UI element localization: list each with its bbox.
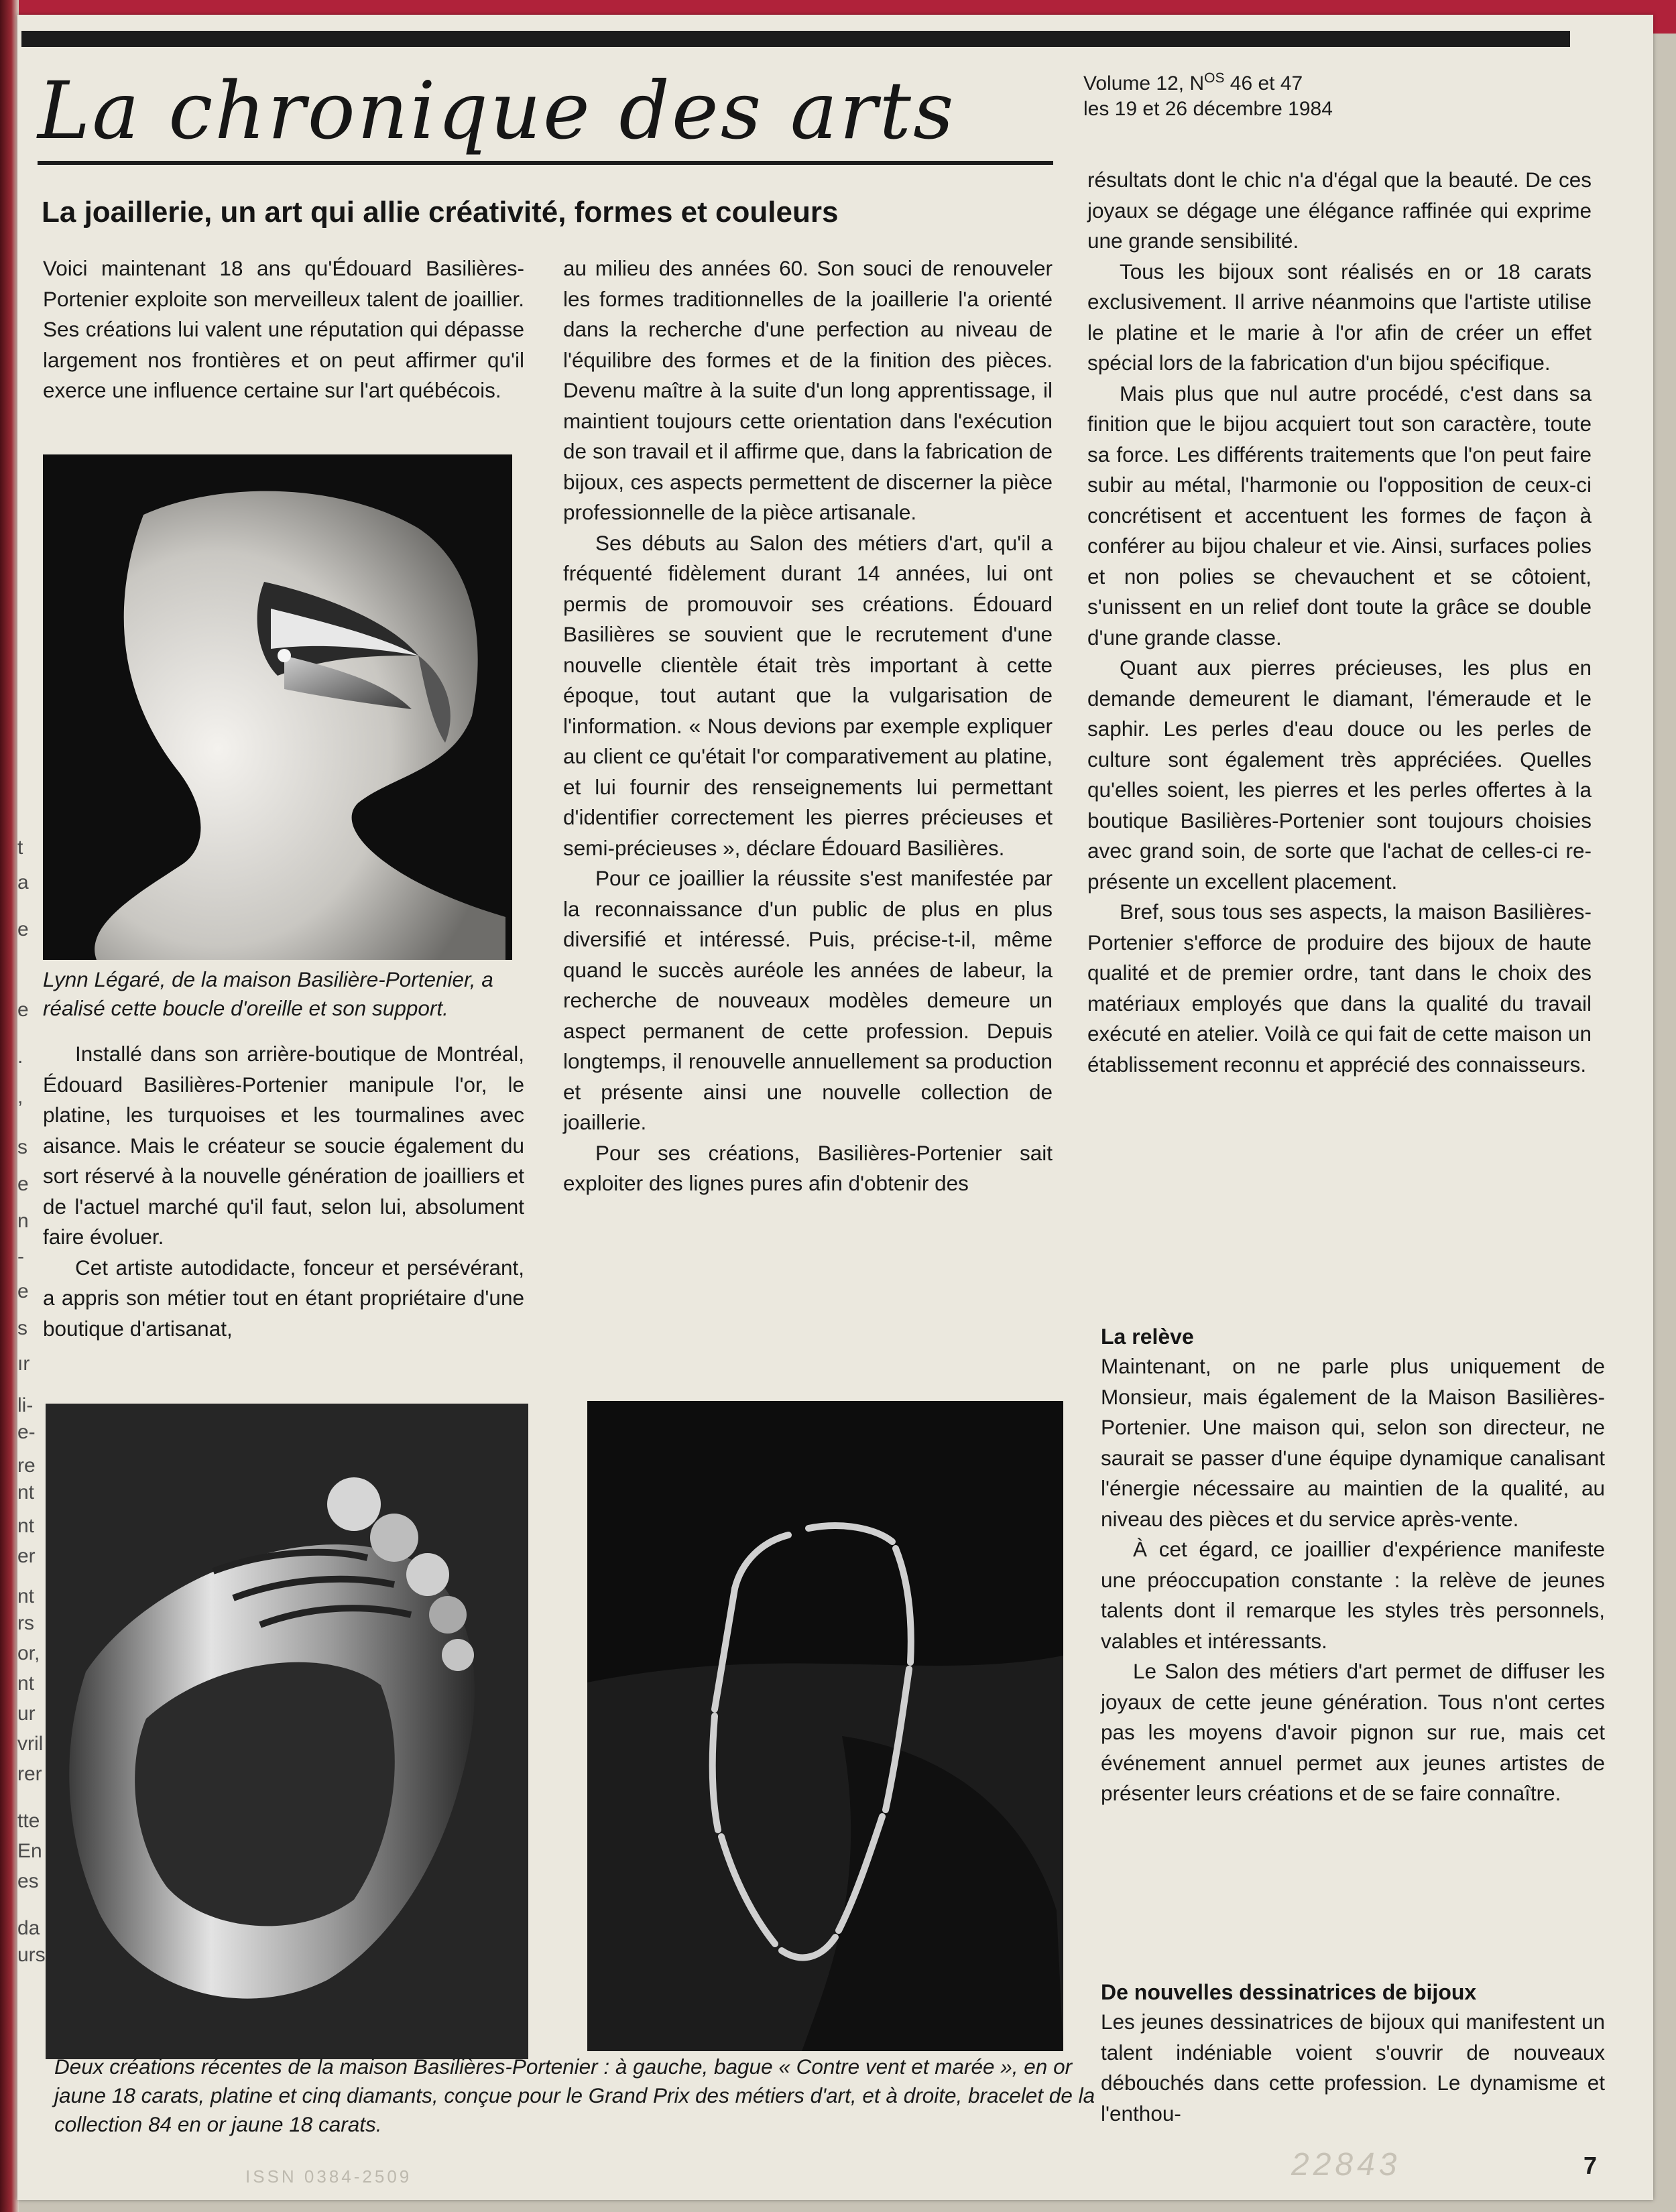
paragraph: résultats dont le chic n'a d'égal que la beauté. De ces joyaux se dégage une élégance raffinée qui exprime une grande sensibilité.	[1087, 168, 1592, 253]
faint-stamp: 22843	[1291, 2147, 1401, 2183]
paragraph: Voici maintenant 18 ans qu'Édouard Basilières-Portenier exploite son merveilleux talent de joaillier. Ses créations lui valent une réputation qui dépasse largement nos frontières et on peut affirmer qu'il exerce une influence certaine sur l'art québécois.	[43, 256, 524, 402]
facing-page-letter: e	[17, 999, 29, 1021]
facing-page-letter: e	[17, 1280, 29, 1302]
facing-page-letter: vril	[17, 1733, 44, 1755]
facing-page-letter: ur	[17, 1703, 36, 1725]
paragraph: Maintenant, on ne parle plus uniquement de Monsieur, mais également de la Maison Basilières-Portenier. Une maison qui, selon son directeur, ne saurait se passer d'une équipe dynamique canalisant l'énergie nécessaire au maintien de la qualité, au niveau des pièces et du service après-vente.	[1101, 1354, 1605, 1531]
paragraph: Cet artiste autodidacte, fonceur et persévérant, a appris son métier tout en étant propriétaire d'une boutique d'artisanat,	[43, 1255, 524, 1341]
bracelet-photo	[587, 1401, 1063, 2051]
magazine-page	[17, 15, 1653, 2200]
column-3-dessinatrices	[1101, 1977, 1605, 2129]
facing-page-letter: re	[17, 1455, 36, 1477]
article-headline: La joaillerie, un art qui allie créativité, formes et couleurs	[42, 196, 839, 229]
facing-page-fragment	[17, 15, 46, 2200]
column-2	[563, 253, 1053, 1199]
paragraph: Le Salon des métiers d'art permet de diffuser les joyaux de cette jeune génération. Tous n'ont certes pas les moyens d'avoir pignon sur rue, mais cet événement annuel permet aux jeunes artistes de présenter leurs créations et de se faire connaître.	[1101, 1659, 1605, 1805]
photo-caption-1: Lynn Légaré, de la maison Basilière-Portenier, a réalisé cette boucle d'oreille et son support.	[43, 967, 493, 1020]
volume-superscript: OS	[1204, 70, 1225, 86]
facing-page-letter: urs	[17, 1944, 46, 1966]
paragraph: Quant aux pierres précieuses, les plus en demande demeurent le diamant, l'émeraude et le saphir. Les perles d'eau douce ou les perles de culture sont également très appréciées. Quelles qu'elles soient, les pierres et les perles offertes à la boutique Basilières-Portenier sont toujours choisies avec grand soin, de sorte que l'achat de celles-ci représente un excellent placement.	[1087, 656, 1592, 894]
column-1-body	[43, 1039, 524, 1344]
facing-page-letter: es	[17, 1870, 39, 1892]
column-1-intro	[43, 253, 524, 406]
volume-numbers: 46 et 47	[1224, 72, 1303, 95]
masthead	[38, 60, 1077, 168]
paragraph: Tous les bijoux sont réalisés en or 18 carats exclusivement. Il arrive néanmoins que l'artiste utilise le platine et le marie à l'or afin de créer un effet spécial lors de la fabrication d'un bijou spécifique.	[1087, 259, 1592, 375]
paragraph: Pour ses créations, Basilières-Portenier sait exploiter des lignes pures afin d'obtenir des	[563, 1140, 1053, 1195]
facing-page-letter: t	[17, 837, 23, 859]
earring-photo	[43, 454, 512, 960]
facing-page-letter: e	[17, 918, 29, 940]
facing-page-letter: or,	[17, 1642, 40, 1664]
facing-page-letter: ır	[17, 1353, 30, 1375]
photo-caption-2: Deux créations récentes de la maison Basilières-Portenier : à gauche, bague « Contre vent et marée », en or jaune 18 carats, platine et cinq diamants, conçue pour le Grand Prix des métiers d'art, et à droite, bracelet de la collection 84 en or jaune 18 carats.	[54, 2054, 1095, 2136]
facing-page-letter: e-	[17, 1421, 36, 1443]
facing-page-letter: En	[17, 1840, 42, 1862]
section-subheading: La relève	[1101, 1325, 1194, 1349]
ring-image	[46, 1404, 528, 2059]
facing-page-letter: li-	[17, 1394, 34, 1416]
masthead-rule	[38, 161, 1053, 165]
facing-page-letter: s	[17, 1317, 27, 1339]
page-number: 7	[1583, 2152, 1598, 2179]
section-subheading: De nouvelles dessinatrices de bijoux	[1101, 1980, 1477, 2004]
binding-spine	[0, 0, 19, 2212]
volume-text: Volume 12, N	[1083, 72, 1205, 95]
paragraph: Pour ce joaillier la réussite s'est manifestée par la reconnaissance d'un public de plus en plus diversifié et intéressé. Puis, précise-t-il, même quand le succès auréole les années de labeur, la recherche de nouveaux modèles demeure un aspect permanent de cette profession. Depuis longtemps, il renouvelle annuellement sa production et présente ainsi une nouvelle collection de joaillerie.	[563, 866, 1053, 1134]
facing-page-letter: s	[17, 1136, 27, 1158]
facing-page-letter: nt	[17, 1481, 35, 1503]
facing-page-letter: nt	[17, 1515, 35, 1537]
paragraph: Mais plus que nul autre procédé, c'est dans sa finition que le bijou acquiert tout son caractère, toute sa force. Les différents traitements que l'on peut faire subir au métal, l'harmonie ou l'opposition de ceux-ci concrétisent et accentuent les formes de façon à conférer au bijou chaleur et vie. Ainsi, surfaces polies et non polies se chevauchent et se côtoient, s'unissent en un relief dont toute la grâce se double d'une grande classe.	[1087, 381, 1592, 650]
earring-sculpture-image	[43, 454, 512, 960]
facing-page-letter: ,	[17, 1086, 23, 1108]
paragraph: À cet égard, ce joaillier d'expérience manifeste une préoccupation constante : la relève de jeunes talents dont il remarque les styles très personnels, valables et intéressants.	[1101, 1537, 1605, 1653]
facing-page-letter: -	[17, 1245, 24, 1268]
paragraph: au milieu des années 60. Son souci de renouveler les formes traditionnelles de la joaillerie l'a orienté dans la recherche d'une perfection au niveau de l'équilibre des formes et de la finition des pièces. Devenu maître à la suite d'un long apprentissage, il maintient toujours cette orientation dans l'exécution de son travail et il affirme que, dans la fabrication de bijoux, ces aspects permettent de discerner la pièce professionnelle de la pièce artisanale.	[563, 256, 1053, 524]
top-black-rule	[21, 31, 1570, 47]
facing-page-letter: nt	[17, 1585, 35, 1607]
paragraph: Les jeunes dessinatrices de bijoux qui manifestent un talent indéniable voient s'ouvrir de nouveaux débouchés dans cette profession. Le dynamisme et l'enthou-	[1101, 2010, 1605, 2126]
paragraph: Installé dans son arrière-boutique de Montréal, Édouard Basilières-Portenier manipule l'or, le platine, les turquoises et les tourmalines avec aisance. Mais le créateur se soucie également du sort réservé à la nouvelle génération de joailliers et de l'actuel marché qu'il faut, selon lui, absolument faire évoluer.	[43, 1042, 524, 1249]
masthead-title: La chronique des arts	[38, 64, 956, 157]
issue-volume-line	[1083, 71, 1333, 97]
column-3-releve	[1101, 1322, 1605, 1809]
paragraph: Bref, sous tous ses aspects, la maison Basilières-Portenier s'efforce de produire des bijoux de haute qualité et de premier ordre, tant dans le choix des matériaux employés que dans la qualité du travail exécuté en atelier. Voilà ce qui fait de cette maison un établissement reconnu et apprécié des connaisseurs.	[1087, 900, 1592, 1077]
faint-issn: ISSN 0384-2509	[245, 2166, 412, 2187]
facing-page-letter: tte	[17, 1810, 40, 1832]
issue-info	[1083, 71, 1333, 122]
facing-page-letter: rs	[17, 1612, 34, 1634]
bracelet-image	[587, 1401, 1063, 2051]
column-3	[1087, 165, 1592, 1080]
facing-page-letter: er	[17, 1545, 36, 1567]
facing-page-letter: nt	[17, 1672, 35, 1695]
facing-page-letter: .	[17, 1046, 23, 1068]
paragraph: Ses débuts au Salon des métiers d'art, qu'il a fréquenté fidèlement durant 14 années, lui ont permis de promouvoir ses créations. Édouard Basilières se souvient que le recrutement d'une nouvelle clientèle était très important à cette époque, tout autant que la vulgarisation de l'information. « Nous devions par exemple expliquer au client ce qu'était l'or comparativement au platine, et lui fournir des renseignements lui permettant d'identifier correctement les pierres précieuses et semi-précieuses », déclare Édouard Basilières.	[563, 530, 1053, 860]
facing-page-letter: a	[17, 871, 29, 894]
facing-page-letter: rer	[17, 1763, 42, 1785]
issue-date: les 19 et 26 décembre 1984	[1083, 98, 1333, 120]
facing-page-letter: e	[17, 1173, 29, 1195]
ring-photo	[46, 1404, 528, 2059]
facing-page-letter: da	[17, 1917, 40, 1939]
facing-page-letter: n	[17, 1210, 29, 1232]
